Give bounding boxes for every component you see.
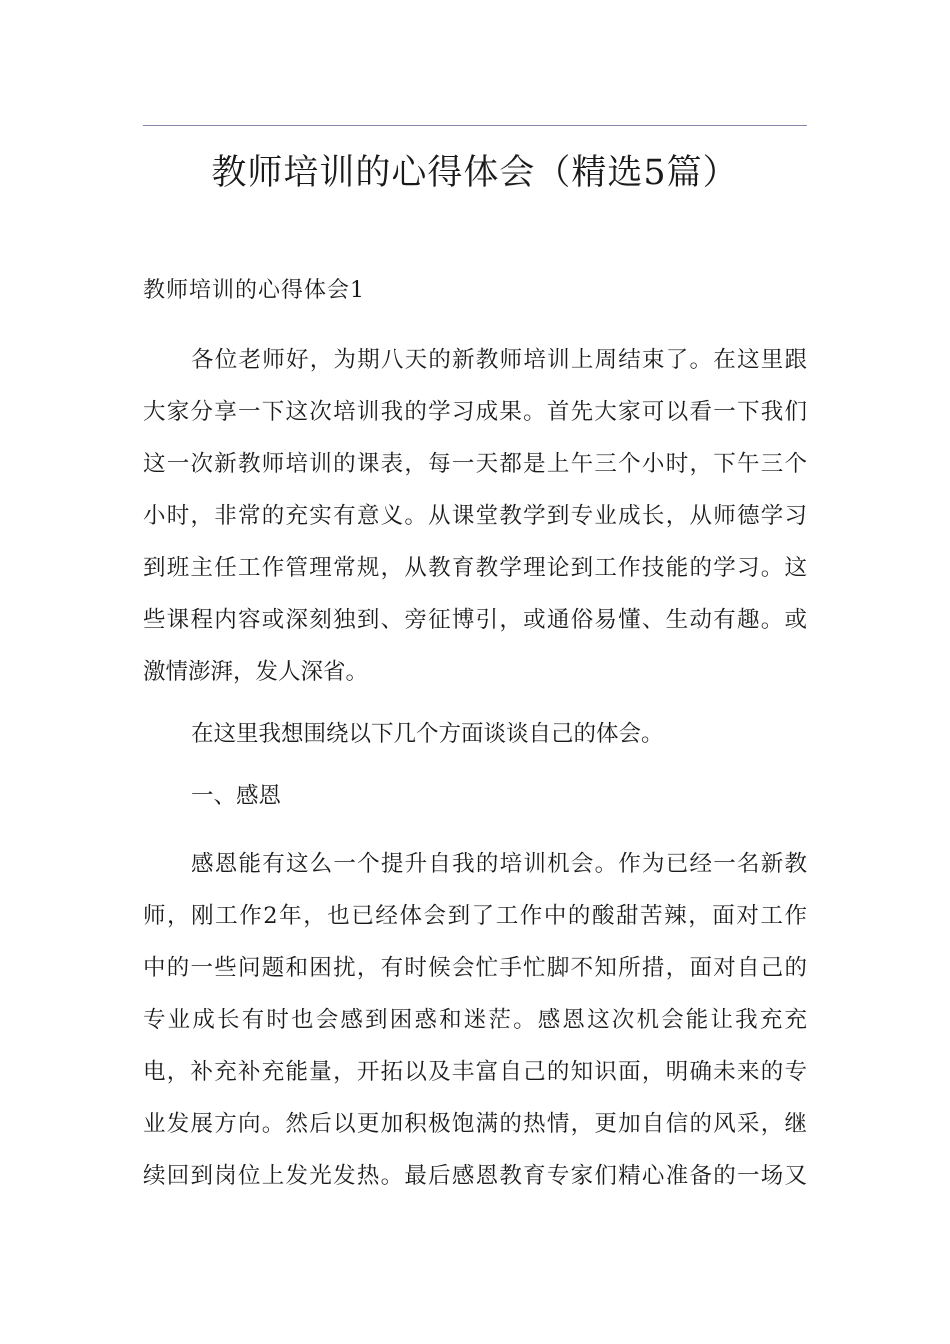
paragraph-line: 到班主任工作管理常规，从教育教学理论到工作技能的学习。这 (143, 555, 807, 581)
paragraph-line: 专业成长有时也会感到困惑和迷茫。感恩这次机会能让我充充 (143, 1007, 807, 1033)
section-heading: 教师培训的心得体会1 (143, 278, 365, 303)
subsection-heading: 一、感恩 (191, 783, 282, 809)
paragraph-line: 激情澎湃，发人深省。 (143, 659, 369, 685)
paragraph-line: 中的一些问题和困扰，有时候会忙手忙脚不知所措，面对自己的 (143, 955, 807, 981)
paragraph-line: 大家分享一下这次培训我的学习成果。首先大家可以看一下我们 (143, 399, 807, 425)
paragraph-line: 感恩能有这么一个提升自我的培训机会。作为已经一名新教 (191, 851, 807, 877)
document-title: 教师培训的心得体会（精选5篇） (211, 153, 739, 193)
paragraph-line: 些课程内容或深刻独到、旁征博引，或通俗易懂、生动有趣。或 (143, 607, 807, 633)
paragraph-line: 续回到岗位上发光发热。最后感恩教育专家们精心准备的一场又 (143, 1163, 807, 1189)
paragraph-line: 电，补充补充能量，开拓以及丰富自己的知识面，明确未来的专 (143, 1059, 807, 1085)
paragraph-line: 业发展方向。然后以更加积极饱满的热情，更加自信的风采，继 (143, 1111, 807, 1137)
paragraph-line: 各位老师好，为期八天的新教师培训上周结束了。在这里跟 (191, 347, 807, 373)
paragraph-line: 在这里我想围绕以下几个方面谈谈自己的体会。 (191, 721, 664, 747)
paragraph-line: 小时，非常的充实有意义。从课堂教学到专业成长，从师德学习 (143, 503, 807, 529)
header-rule (143, 125, 807, 126)
paragraph-line: 师，刚工作2年，也已经体会到了工作中的酸甜苦辣，面对工作 (143, 903, 807, 929)
paragraph-line: 这一次新教师培训的课表，每一天都是上午三个小时，下午三个 (143, 451, 807, 477)
